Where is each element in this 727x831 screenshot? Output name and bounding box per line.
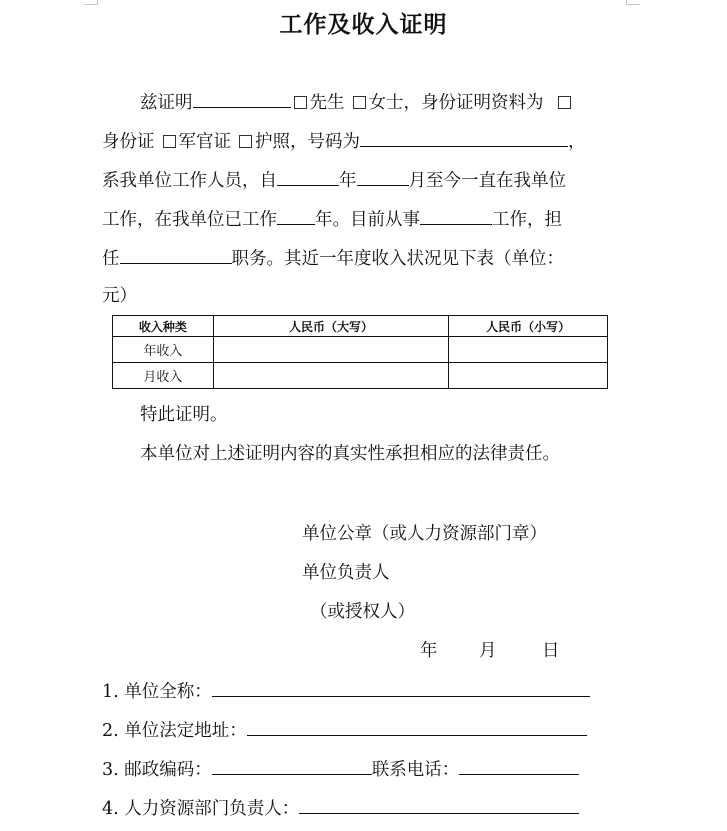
paragraph-line-1: [140, 88, 574, 114]
checkbox-id-card[interactable]: [558, 96, 571, 109]
table-header-row: [113, 316, 608, 337]
unit-head-label: 单位负责人: [302, 563, 390, 583]
option-officer-card-label: 军官证: [178, 132, 231, 152]
header-rmb-capital: 人民币（大写）: [213, 316, 449, 337]
checkbox-officer-card[interactable]: [163, 135, 176, 148]
unit-full-name-label: 1. 单位全称：: [102, 682, 212, 702]
monthly-capital-cell[interactable]: [213, 363, 449, 389]
employee-since-text: 系我单位工作人员，自: [102, 171, 277, 191]
position-blank[interactable]: [120, 244, 232, 264]
header-income-type: 收入种类: [113, 316, 214, 337]
item-unit-address: [102, 716, 587, 742]
year-label: 年: [339, 171, 357, 191]
paragraph-line-2: [102, 127, 586, 153]
date-day-label: 日: [542, 641, 560, 661]
monthly-numeric-cell[interactable]: [449, 363, 608, 389]
phone-label: 联系电话：: [371, 760, 460, 780]
table-row: [113, 337, 608, 363]
worked-text: 工作，在我单位已工作: [102, 210, 277, 230]
years-worked-blank[interactable]: [277, 205, 315, 225]
start-month-blank[interactable]: [357, 166, 409, 186]
id-number-blank[interactable]: [360, 127, 568, 147]
date-year-label: 年: [420, 641, 438, 661]
header-rmb-numeric: 人民币（小写）: [449, 316, 608, 337]
closing-line-2: 本单位对上述证明内容的真实性承担相应的法律责任。: [140, 444, 560, 464]
page-corner-mark-right: [626, 0, 640, 5]
certify-text: 兹证明: [140, 93, 193, 113]
paragraph-line-3: [102, 166, 566, 192]
item-postcode-phone: [102, 755, 579, 781]
annual-numeric-cell[interactable]: [449, 337, 608, 363]
postcode-blank[interactable]: [212, 755, 372, 775]
checkbox-mr[interactable]: [294, 96, 307, 109]
unit-full-name-blank[interactable]: [212, 677, 590, 697]
job-suffix-text: 工作，担: [492, 210, 562, 230]
page-corner-mark-left: [84, 0, 98, 5]
currently-text: 年。目前从事: [315, 210, 420, 230]
unit-address-blank[interactable]: [247, 716, 587, 736]
income-table: [112, 315, 608, 389]
position-suffix-text: 职务。其近一年度收入状况见下表（单位：: [231, 249, 564, 269]
row-label-monthly: 月收入: [113, 363, 214, 389]
closing-line-1: 特此证明。: [140, 405, 228, 425]
name-blank[interactable]: [193, 88, 291, 108]
annual-capital-cell[interactable]: [213, 337, 449, 363]
line2-end: ，: [568, 132, 586, 152]
document-title: 工作及收入证明: [279, 12, 448, 38]
position-prefix: 任: [102, 249, 120, 269]
table-row: [113, 363, 608, 389]
unit-address-label: 2. 单位法定地址：: [102, 721, 247, 741]
phone-blank[interactable]: [459, 755, 579, 775]
hr-head-blank[interactable]: [299, 794, 579, 814]
checkbox-passport[interactable]: [239, 135, 252, 148]
checkbox-ms[interactable]: [353, 96, 366, 109]
option-passport-label: 护照，号码为: [255, 132, 360, 152]
job-blank[interactable]: [420, 205, 492, 225]
postcode-label: 3. 邮政编码：: [102, 760, 212, 780]
seal-label: 单位公章（或人力资源部门章）: [302, 524, 547, 544]
item-hr-head: [102, 794, 579, 820]
option-mr-label: 先生: [309, 93, 345, 113]
authorized-label: （或授权人）: [310, 602, 415, 622]
date-month-label: 月: [479, 641, 497, 661]
start-year-blank[interactable]: [277, 166, 339, 186]
unit-yuan-text: 元）: [102, 286, 137, 306]
hr-head-label: 4. 人力资源部门负责人：: [102, 799, 300, 819]
option-ms-label: 女士，身份证明资料为: [368, 93, 544, 113]
month-until-text: 月至今一直在我单位: [408, 171, 566, 191]
item-unit-full-name: [102, 677, 590, 703]
paragraph-line-4: [102, 205, 562, 231]
paragraph-line-5: [102, 244, 564, 270]
option-id-card-label: 身份证: [102, 132, 155, 152]
row-label-annual: 年收入: [113, 337, 214, 363]
paragraph-line-6: [102, 283, 137, 309]
